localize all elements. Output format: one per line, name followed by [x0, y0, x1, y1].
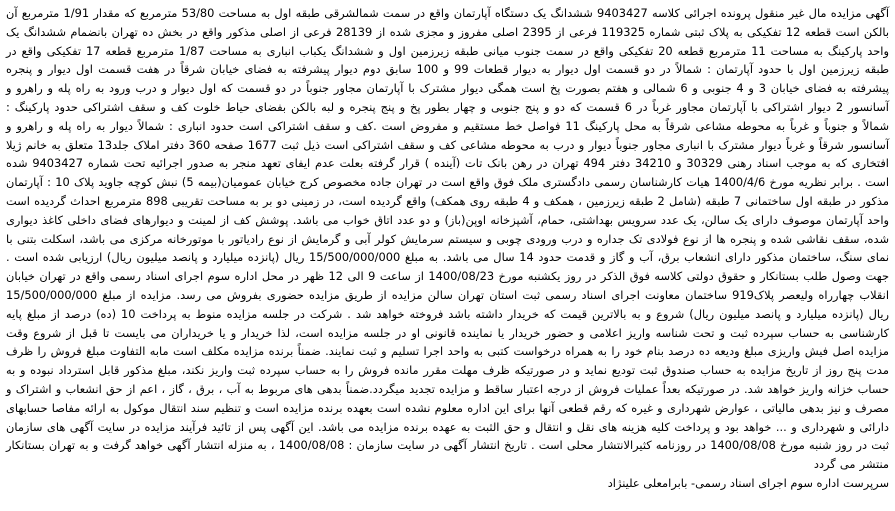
auction-notice-text: آگهی مزایده مال غیر منقول پرونده اجرائی کلاسه 9403427 ششدانگ یک دستگاه آپارتمان واقع در سمت شمالشرقی طبقه اول به مساحت 53/80 مترمربع که مقدار 1/91 مترمربع آن بالکن است قطعه 12 تفکیکی به پلاک ثبتی شماره 119325 فرعی از 2395 اصلی مفروز و مجزی شده از 28139 فرعی از اصلی مذکور واقع در بخش ده تهران بانضمام ششدانگ یک واحد پارکینگ به مساحت 11 مترمربع قطعه 20 تفکیکی واقع در سمت جنوب میانی طبقه زیرزمین اول و ششدانگ یکباب انباری به مساحت 1/87 مترمربع قطعه 17 تفکیکی واقع در طبقه زیرزمین اول با حدود آپارتمان : شمالاً در دو قسمت اول دیوار به دیوار قطعات 99 و 100 سابق دوم دیوار پیشرفته به فضای خیابان شرقاً در هفت قسمت اول دیوار و پنجره پیشرفته به فضای خیابان 3 و 4 جنوبی و 6 شمالی و هفتم بصورت پخ است همگی دیوار مشترک با آپارتمان مجاور جنوباً در دو قسمت که اول دیوار و درب ورود به راه پله و راهرو و آسانسور 2 دیوار اشتراکی با آپارتمان مجاور غرباً در 6 قسمت که دو و پنج جنوبی و چهار بطور پخ و پنج پنجره و لبه بالکن بفضای حیاط خلوت کف و سقف اشتراکی حدود پارکینگ : شمالاً و جنوباً و غرباً به محوطه مشاعی شرقاً به محل پارکینگ 11 فواصل خط مستقیم و مفروض است .کف و سقف اشتراکی است حدود انباری : شمالاً دیوار به راه پله و راهرو و آسانسور شرقاً و غرباً دیوار مشترک با انباری مجاور جنوباً دیوار و درب به محوطه مشاعی کف و سقف اشتراکی است ذیل ثبت 1677 صفحه 360 دفتر املاک جلد13 متعلق به خانم ژیلا افتخاری که به موجب اسناد رهنی 30329 و 34210 دفتر 494 تهران در رهن بانک تات (آینده ) قرار گرفته بعلت عدم ایفای تعهد منجر به صدور اجرائیه تحت شماره 9403427 شده است . برابر نظریه مورخ 1400/4/6 هیات کارشناسان رسمی دادگستری ملک فوق واقع است در تهران جاده مخصوص کرج خیابان عمومیان(بیمه 5) نبش کوچه جاوید پلاک 10 : آپارتمان مذکور در طبقه اول ساختمانی 7 طبقه (شامل 2 طبقه زیرزمین ، همکف و 4 طبقه روی همکف) واقع گردیده است، در زمینی دو بر به مساحت تقریبی 898 مترمربع احداث گردیده است واحد آپارتمان موصوف دارای یک سالن، یک عدد سرویس بهداشتی، حمام، آشپزخانه اوپن(باز) و دو عدد اتاق خواب می باشد. پوشش کف از لمینت و دیوارهای فضای داخلی کاغذ دیواری شده، سقف نقاشی شده و پنجره ها از نوع فولادی تک جداره و درب ورودی چوبی و سیستم سرمایش کولر آبی و گرمایش از نوع رادیاتور با موتورخانه مرکزی می باشد، اسکلت بتنی با نمای سنگ، ساختمان مذکور دارای انشعاب برق، آب و گاز و قدمت حدود 14 سال می باشد. به مبلغ 15/500/000/000 ریال (پانزده میلیارد و پانصد میلیون ریال) ارزیابی شده است . جهت وصول طلب بستانکار و حقوق دولتی کلاسه فوق الذکر در روز یکشنبه مورخ 1400/08/23 از ساعت 9 الی 12 ظهر در محل اداره سوم اجرای اسناد رسمی واقع در تهران خیابان انقلاب چهارراه ولیعصر پلاک919 ساختمان معاونت اجرای اسناد رسمی ثبت استان تهران سالن مزایده از طریق مزایده حضوری بفروش می رسد. مزایده از مبلغ 15/500/000/000 ریال (پانزده میلیارد و پانصد میلیون ریال) شروع و به بالاترین قیمت که خریدار داشته باشد فروخته خواهد شد . شرکت در جلسه مزایده منوط به پرداخت 10 (ده) درصد از مبلغ پایه کارشناسی به حساب سپرده ثبت و تحت شناسه واریز اعلامی و حضور خریدار یا نماینده قانونی او در جلسه مزایده است، لذا خریدار و یا خریداران می بایست تا قبل از شروع وقت مزایده اصل فیش واریزی مبلغ ودیعه ده درصد بنام خود را به همراه درخواست کتبی به واحد اجرا تسلیم و ثبت نمایند. ضمناً برنده مزایده مکلف است مابه التفاوت مبلغ فروش را ظرف مدت پنج روز از تاریخ مزایده به حساب صندوق ثبت تودیع نماید و در صورتیکه ظرف مهلت مقرر مانده فروش را به حساب سپرده ثبت واریز نکند، مبلغ مذکور قابل استرداد نبوده و به حساب خزانه واریز خواهد شد. در صورتیکه بعداً عملیات فروش از درجه اعتبار ساقط و مزایده تجدید میگردد.ضمناً بدهی های مربوط به آب ، برق ، گاز ، اعم از حق انشعاب و اشتراک و مصرف و نیز بدهی مالیاتی ، عوارض شهرداری و غیره که رقم قطعی آنها برای این اداره معلوم نشده است بعهده برنده مزایده است و تنظیم سند انتقال موکول به ارائه مفاصا حسابهای دارائی و شهرداری و ... خواهد بود و پرداخت کلیه هزینه های نقل و انتقال و حق الثبت به عهده برنده مزایده می باشد. این آگهی پس از تائید فرآیند مزایده در سایت آگهی های سازمان ثبت در روز شنبه مورخ 1400/08/08 در روزنامه کثیرالانتشار محلی است . تاریخ انتشار آگهی در سایت سازمان : 1400/08/08 ، به منزله انتشار آگهی خواهد گرفت و به تهران بستانکار منتشر می گردد [6, 6, 890, 472]
signature-line: سرپرست اداره سوم اجرای اسناد رسمی- بابرامعلی علینژاد [607, 475, 889, 490]
